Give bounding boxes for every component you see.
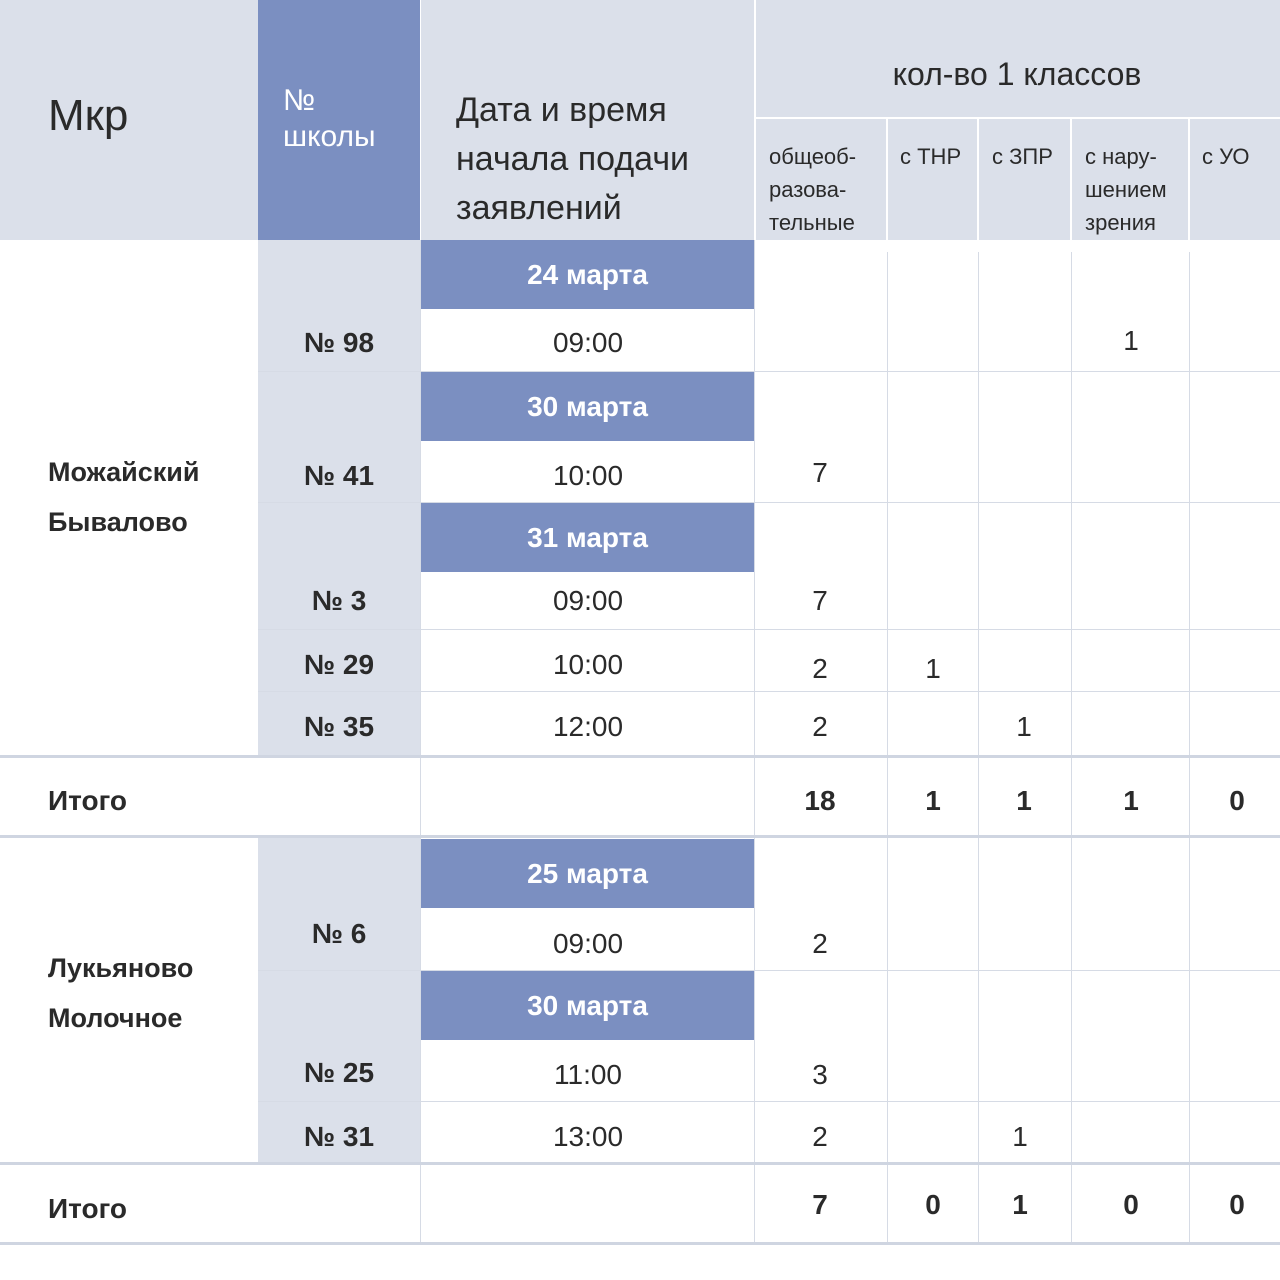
header-vline [1070, 118, 1072, 240]
subheader-vision-3: зрения [1085, 210, 1156, 235]
subheader-vision-2: шением [1085, 177, 1167, 202]
date-label: 30 марта [527, 390, 648, 422]
grid-hline [258, 371, 1280, 372]
start-time: 09:00 [552, 327, 624, 358]
date-label: 31 марта [527, 521, 648, 553]
grid-vline [887, 252, 888, 1245]
mkr-name-line1: Можайский [48, 457, 200, 487]
mkr-name-line2: Бывалово [48, 507, 188, 537]
general-count: 2 [812, 653, 828, 684]
zpr-count: 1 [1012, 1121, 1028, 1152]
total-general: 7 [812, 1189, 828, 1220]
start-time: 12:00 [552, 711, 624, 742]
grid-thick-line [0, 1162, 1280, 1165]
subheader-general-3: тельные [769, 210, 855, 235]
grid-thick-line [0, 755, 1280, 758]
header-vline [977, 118, 979, 240]
header-classes: кол-во 1 классов [892, 56, 1142, 92]
school-number: № 41 [303, 460, 375, 491]
header-school-line2: школы [283, 120, 376, 153]
grid-vline [1189, 252, 1190, 1245]
vision-count: 1 [1123, 325, 1139, 356]
subheader-zpr: с ЗПР [992, 144, 1053, 169]
general-count: 2 [812, 928, 828, 959]
zpr-count: 1 [1016, 711, 1032, 742]
header-school-line1: № [283, 84, 316, 117]
total-vision: 1 [1123, 785, 1139, 816]
total-tnr: 1 [925, 785, 941, 816]
general-count: 2 [812, 711, 828, 742]
grid-hline [258, 629, 1280, 630]
grid-vline [978, 252, 979, 1245]
date-label: 25 марта [527, 857, 648, 889]
grid-hline [258, 691, 1280, 692]
total-tnr: 0 [925, 1189, 941, 1220]
header-mkr: Мкр [48, 91, 129, 140]
general-count: 2 [812, 1121, 828, 1152]
school-number: № 3 [311, 585, 367, 616]
date-band [421, 372, 754, 441]
school-number: № 35 [303, 711, 375, 742]
general-count: 3 [812, 1059, 828, 1090]
general-count: 7 [812, 585, 828, 616]
total-zpr: 1 [1016, 785, 1032, 816]
date-label: 30 марта [527, 989, 648, 1021]
grid-thick-line [0, 835, 1280, 838]
subheader-general-2: разова- [769, 177, 847, 202]
subheader-general-1: общеоб- [769, 144, 857, 169]
date-band [421, 839, 754, 908]
subheader-vision-1: с нару- [1085, 144, 1157, 169]
start-time: 13:00 [552, 1121, 624, 1152]
total-uo: 0 [1229, 785, 1245, 816]
mkr-name-line2: Молочное [48, 1003, 183, 1033]
date-label: 24 марта [527, 258, 648, 290]
grid-vline [420, 240, 421, 1245]
school-number: № 29 [303, 649, 375, 680]
start-time: 09:00 [552, 585, 624, 616]
header-date-line3: заявлений [456, 189, 622, 227]
general-count: 7 [812, 457, 828, 488]
header-date-line1: Дата и время [456, 91, 667, 129]
date-band [421, 503, 754, 572]
school-number: № 98 [303, 327, 375, 358]
school-column-bg [258, 838, 420, 1163]
school-number: № 31 [303, 1121, 375, 1152]
start-time: 09:00 [552, 928, 624, 959]
grid-hline [258, 1101, 1280, 1102]
header-vline [886, 118, 888, 240]
header-vline [754, 0, 756, 240]
total-zpr: 1 [1012, 1189, 1028, 1220]
tnr-count: 1 [925, 653, 941, 684]
header-classes-divider [755, 117, 1280, 119]
grid-hline [258, 970, 1280, 971]
start-time: 11:00 [554, 1059, 622, 1090]
grid-hline [258, 502, 1280, 503]
date-band [421, 240, 754, 309]
total-vision: 0 [1123, 1189, 1139, 1220]
subheader-uo: с УО [1202, 144, 1250, 169]
header-vline [420, 0, 421, 240]
total-uo: 0 [1229, 1189, 1245, 1220]
date-band [421, 971, 754, 1040]
total-label: Итого [48, 1193, 127, 1224]
start-time: 10:00 [552, 649, 624, 680]
subheader-tnr: с ТНР [900, 144, 962, 169]
mkr-name-line1: Лукьяново [48, 953, 194, 983]
grid-vline [1071, 252, 1072, 1245]
start-time: 10:00 [552, 460, 624, 491]
total-label: Итого [48, 785, 127, 816]
grid-thick-line [0, 1242, 1280, 1245]
total-general: 18 [804, 785, 836, 816]
school-number: № 6 [311, 918, 367, 949]
header-date-line2: начала подачи [456, 140, 690, 178]
grid-vline [754, 240, 755, 1245]
header-vline [1188, 118, 1190, 240]
school-number: № 25 [303, 1057, 375, 1088]
